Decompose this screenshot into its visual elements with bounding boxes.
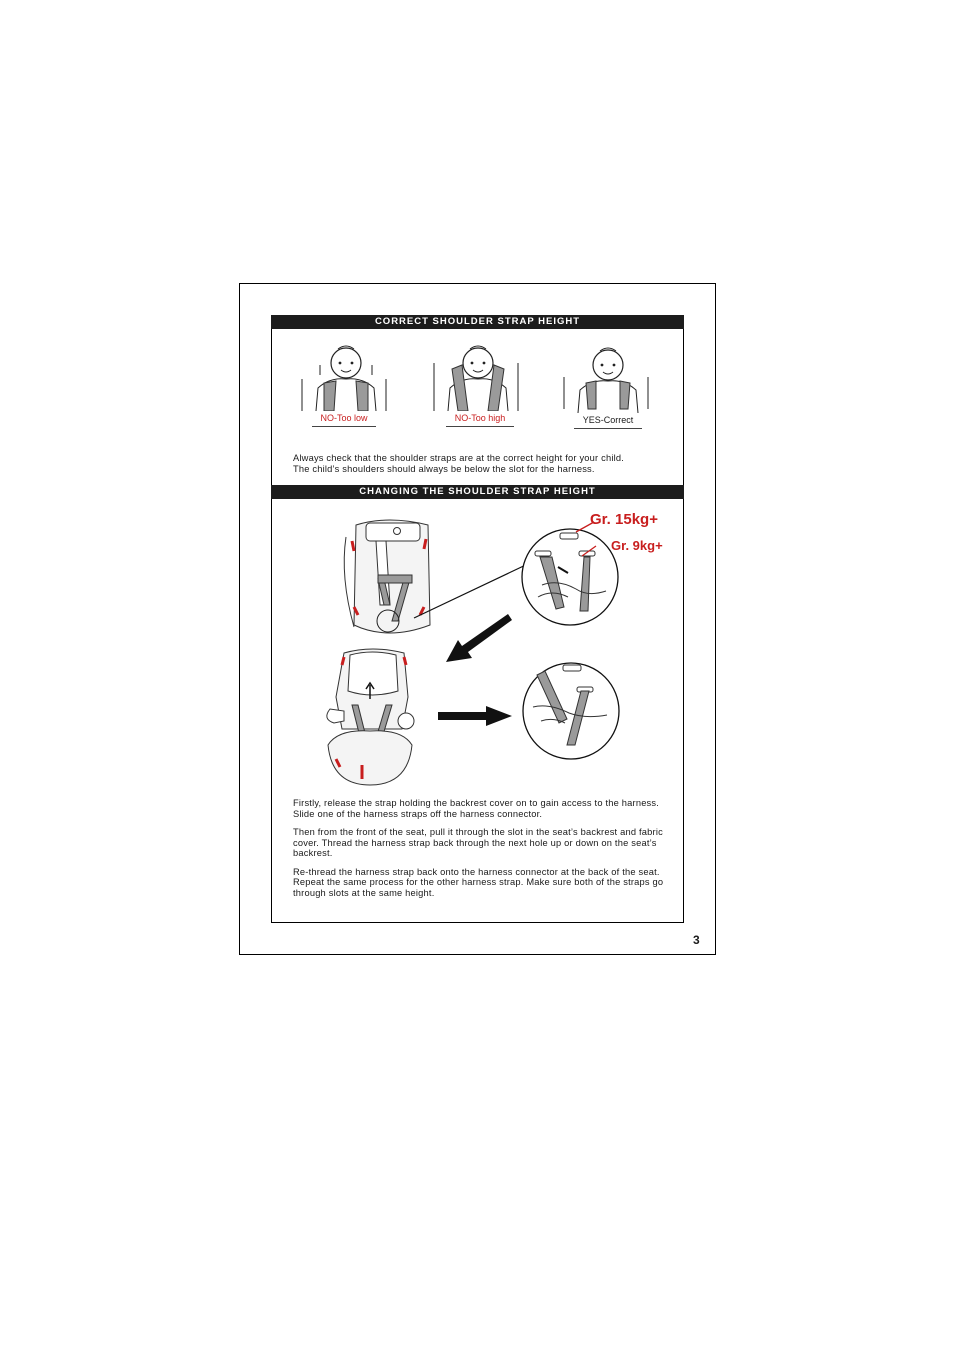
weight-label-15kg: Gr. 15kg+: [590, 511, 658, 528]
check-text-line-2: The child’s shoulders should always be below the slot for the harness.: [293, 463, 595, 474]
instruction-paragraph-3a: Re-thread the harness strap back onto the harness connector at the back of the seat.: [293, 866, 660, 877]
instruction-paragraph-3b: Repeat the same process for the other harness strap. Make sure both of the straps go through slots at the same height.: [293, 877, 664, 898]
right-arrow-icon: [438, 704, 514, 728]
section-title-correct-height: CORRECT SHOULDER STRAP HEIGHT: [271, 315, 684, 329]
car-seat-front-illustration: [322, 645, 418, 787]
caption-too-high: NO-Too high: [446, 413, 514, 423]
weight-label-9kg: Gr. 9kg+: [611, 538, 663, 553]
child-correct-illustration: [562, 345, 654, 413]
page-number: 3: [693, 933, 700, 947]
detail-pointer-line: [410, 560, 535, 620]
section-title-changing-height: CHANGING THE SHOULDER STRAP HEIGHT: [271, 485, 684, 499]
instructions: [293, 798, 673, 898]
instruction-paragraph-2: Then from the front of the seat, pull it through the slot in the seat’s backrest and fabric cover. Thread the harness strap back through the next hole up or down on the seat’s backrest.: [293, 827, 663, 858]
child-too-low-illustration: [300, 343, 392, 411]
harness-detail-2-illustration: [519, 661, 623, 761]
caption-correct: YES-Correct: [574, 415, 642, 425]
check-text: [293, 453, 673, 474]
caption-too-low: NO-Too low: [312, 413, 376, 423]
harness-detail-1-illustration: [518, 527, 622, 627]
child-too-high-illustration: [432, 343, 524, 411]
instruction-paragraph-1: Firstly, release the strap holding the backrest cover on to gain access to the harness. Slide one of the harness straps off the harness connector.: [293, 798, 660, 819]
check-text-line-1: Always check that the shoulder straps are at the correct height for your child.: [293, 453, 625, 463]
diagonal-down-arrow-icon: [442, 612, 514, 664]
